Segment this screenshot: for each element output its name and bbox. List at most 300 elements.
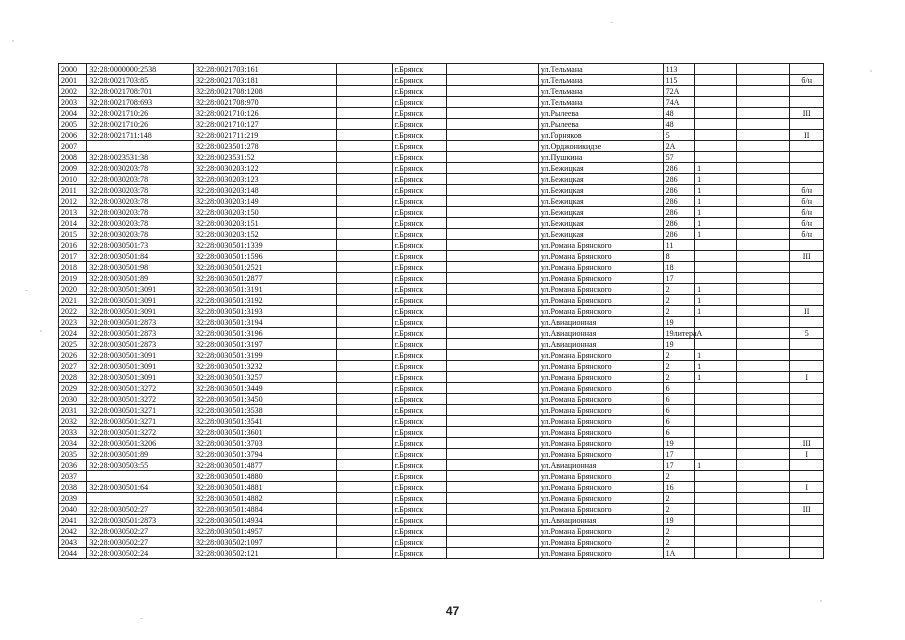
table-row <box>59 185 824 196</box>
house-cell: 2 <box>663 295 694 306</box>
building-cell <box>695 130 737 141</box>
land-cadastral-cell: 32:28:0021703:85 <box>87 75 194 86</box>
blank-cell <box>446 163 538 174</box>
blank-cell <box>336 86 392 97</box>
row-number-cell: 2044 <box>59 548 87 559</box>
apartment-cell <box>790 394 824 405</box>
house-cell: 113 <box>663 64 694 75</box>
city-cell: г.Брянск <box>392 317 446 328</box>
blank-cell <box>446 526 538 537</box>
building-cell <box>695 482 737 493</box>
row-number-cell: 2031 <box>59 405 87 416</box>
apartment-cell <box>790 273 824 284</box>
row-number-cell: 2022 <box>59 306 87 317</box>
city-cell: г.Брянск <box>392 537 446 548</box>
house-cell: 19 <box>663 339 694 350</box>
street-cell: ул.Романа Брянского <box>538 526 663 537</box>
land-cadastral-cell: 32:28:0030501:3272 <box>87 383 194 394</box>
table-row <box>59 152 824 163</box>
land-cadastral-cell: 32:28:0030501:84 <box>87 251 194 262</box>
object-cadastral-cell: 32:28:0030501:4882 <box>193 493 336 504</box>
blank-cell <box>736 207 790 218</box>
apartment-cell <box>790 416 824 427</box>
city-cell: г.Брянск <box>392 460 446 471</box>
row-number-cell: 2004 <box>59 108 87 119</box>
object-cadastral-cell: 32:28:0030501:3538 <box>193 405 336 416</box>
blank-cell <box>336 416 392 427</box>
blank-cell <box>736 482 790 493</box>
city-cell: г.Брянск <box>392 119 446 130</box>
apartment-cell: б/н <box>790 229 824 240</box>
blank-cell <box>446 207 538 218</box>
apartment-cell: III <box>790 438 824 449</box>
apartment-cell <box>790 515 824 526</box>
land-cadastral-cell: 32:28:0030501:3206 <box>87 438 194 449</box>
apartment-cell <box>790 427 824 438</box>
street-cell: ул.Авиационная <box>538 317 663 328</box>
blank-cell <box>446 130 538 141</box>
blank-cell <box>336 493 392 504</box>
blank-cell <box>336 163 392 174</box>
house-cell: 286 <box>663 229 694 240</box>
blank-cell <box>736 306 790 317</box>
land-cadastral-cell: 32:28:0030203:78 <box>87 185 194 196</box>
object-cadastral-cell: 32:28:0030203:149 <box>193 196 336 207</box>
row-number-cell: 2025 <box>59 339 87 350</box>
table-row <box>59 306 824 317</box>
row-number-cell: 2012 <box>59 196 87 207</box>
row-number-cell: 2001 <box>59 75 87 86</box>
blank-cell <box>336 251 392 262</box>
table-row <box>59 361 824 372</box>
street-cell: ул.Горняков <box>538 130 663 141</box>
land-cadastral-cell: 32:28:0030501:89 <box>87 449 194 460</box>
table-row <box>59 86 824 97</box>
blank-cell <box>736 383 790 394</box>
object-cadastral-cell: 32:28:0030501:3193 <box>193 306 336 317</box>
blank-cell <box>446 427 538 438</box>
street-cell: ул.Романа Брянского <box>538 306 663 317</box>
land-cadastral-cell: 32:28:0030501:3091 <box>87 350 194 361</box>
row-number-cell: 2020 <box>59 284 87 295</box>
blank-cell <box>736 152 790 163</box>
city-cell: г.Брянск <box>392 372 446 383</box>
house-cell: 11 <box>663 240 694 251</box>
city-cell: г.Брянск <box>392 64 446 75</box>
building-cell <box>695 493 737 504</box>
city-cell: г.Брянск <box>392 174 446 185</box>
blank-cell <box>336 339 392 350</box>
blank-cell <box>336 482 392 493</box>
street-cell: ул.Романа Брянского <box>538 295 663 306</box>
blank-cell <box>336 240 392 251</box>
blank-cell <box>446 119 538 130</box>
building-cell: 1 <box>695 372 737 383</box>
table-row <box>59 383 824 394</box>
street-cell: ул.Романа Брянского <box>538 449 663 460</box>
land-cadastral-cell: 32:28:0030501:3091 <box>87 306 194 317</box>
street-cell: ул.Романа Брянского <box>538 262 663 273</box>
street-cell: ул.Авиационная <box>538 515 663 526</box>
building-cell <box>695 394 737 405</box>
city-cell: г.Брянск <box>392 548 446 559</box>
object-cadastral-cell: 32:28:0030501:3192 <box>193 295 336 306</box>
city-cell: г.Брянск <box>392 394 446 405</box>
object-cadastral-cell: 32:28:0030501:4934 <box>193 515 336 526</box>
blank-cell <box>446 460 538 471</box>
object-cadastral-cell: 32:28:0021703:181 <box>193 75 336 86</box>
table-row <box>59 482 824 493</box>
blank-cell <box>336 273 392 284</box>
scan-speck <box>25 290 28 291</box>
apartment-cell <box>790 141 824 152</box>
street-cell: ул.Романа Брянского <box>538 361 663 372</box>
object-cadastral-cell: 32:28:0030501:3541 <box>193 416 336 427</box>
blank-cell <box>336 328 392 339</box>
blank-cell <box>736 97 790 108</box>
blank-cell <box>446 471 538 482</box>
street-cell: ул.Бежицкая <box>538 185 663 196</box>
apartment-cell: б/н <box>790 75 824 86</box>
house-cell: 6 <box>663 416 694 427</box>
land-cadastral-cell: 32:28:0030203:78 <box>87 196 194 207</box>
land-cadastral-cell: 32:28:0030502:27 <box>87 537 194 548</box>
house-cell: 72А <box>663 86 694 97</box>
city-cell: г.Брянск <box>392 383 446 394</box>
city-cell: г.Брянск <box>392 493 446 504</box>
apartment-cell <box>790 174 824 185</box>
land-cadastral-cell: 32:28:0030501:64 <box>87 482 194 493</box>
street-cell: ул.Романа Брянского <box>538 383 663 394</box>
row-number-cell: 2005 <box>59 119 87 130</box>
building-cell <box>695 108 737 119</box>
blank-cell <box>736 427 790 438</box>
building-cell: 1 <box>695 229 737 240</box>
apartment-cell <box>790 548 824 559</box>
table-row <box>59 537 824 548</box>
house-cell: 17 <box>663 273 694 284</box>
table-row <box>59 284 824 295</box>
street-cell: ул.Пушкина <box>538 152 663 163</box>
land-cadastral-cell: 32:28:0030502:24 <box>87 548 194 559</box>
street-cell: ул.Романа Брянского <box>538 438 663 449</box>
street-cell: ул.Романа Брянского <box>538 350 663 361</box>
blank-cell <box>736 515 790 526</box>
row-number-cell: 2027 <box>59 361 87 372</box>
house-cell: 286 <box>663 174 694 185</box>
house-cell: 115 <box>663 75 694 86</box>
blank-cell <box>446 196 538 207</box>
blank-cell <box>336 526 392 537</box>
house-cell: 18 <box>663 262 694 273</box>
blank-cell <box>736 108 790 119</box>
building-cell: 1 <box>695 350 737 361</box>
blank-cell <box>336 438 392 449</box>
blank-cell <box>446 339 538 350</box>
apartment-cell <box>790 317 824 328</box>
building-cell: 1 <box>695 207 737 218</box>
blank-cell <box>736 339 790 350</box>
city-cell: г.Брянск <box>392 526 446 537</box>
object-cadastral-cell: 32:28:0030501:1596 <box>193 251 336 262</box>
scan-speck <box>12 40 14 42</box>
street-cell: ул.Бежицкая <box>538 207 663 218</box>
blank-cell <box>736 86 790 97</box>
city-cell: г.Брянск <box>392 482 446 493</box>
row-number-cell: 2035 <box>59 449 87 460</box>
apartment-cell <box>790 383 824 394</box>
apartment-cell <box>790 119 824 130</box>
land-cadastral-cell: 32:28:0030501:3091 <box>87 372 194 383</box>
blank-cell <box>446 240 538 251</box>
table-row <box>59 97 824 108</box>
apartment-cell: I <box>790 482 824 493</box>
street-cell: ул.Романа Брянского <box>538 284 663 295</box>
city-cell: г.Брянск <box>392 339 446 350</box>
apartment-cell <box>790 537 824 548</box>
blank-cell <box>336 471 392 482</box>
row-number-cell: 2019 <box>59 273 87 284</box>
building-cell <box>695 471 737 482</box>
building-cell <box>695 438 737 449</box>
blank-cell <box>736 130 790 141</box>
blank-cell <box>736 328 790 339</box>
object-cadastral-cell: 32:28:0030501:3232 <box>193 361 336 372</box>
city-cell: г.Брянск <box>392 438 446 449</box>
scan-speck <box>140 618 143 619</box>
house-cell: 286 <box>663 163 694 174</box>
table-row <box>59 427 824 438</box>
row-number-cell: 2008 <box>59 152 87 163</box>
table-row <box>59 196 824 207</box>
street-cell: ул.Бежицкая <box>538 163 663 174</box>
building-cell <box>695 141 737 152</box>
city-cell: г.Брянск <box>392 75 446 86</box>
row-number-cell: 2007 <box>59 141 87 152</box>
land-cadastral-cell: 32:28:0030502:27 <box>87 504 194 515</box>
building-cell <box>695 273 737 284</box>
land-cadastral-cell: 32:28:0030501:3091 <box>87 295 194 306</box>
land-cadastral-cell: 32:28:0030501:3091 <box>87 284 194 295</box>
blank-cell <box>446 174 538 185</box>
row-number-cell: 2021 <box>59 295 87 306</box>
blank-cell <box>336 262 392 273</box>
object-cadastral-cell: 32:28:0030501:3194 <box>193 317 336 328</box>
table-row <box>59 526 824 537</box>
blank-cell <box>446 537 538 548</box>
object-cadastral-cell: 32:28:0030501:2877 <box>193 273 336 284</box>
table-row <box>59 119 824 130</box>
blank-cell <box>736 262 790 273</box>
blank-cell <box>736 75 790 86</box>
object-cadastral-cell: 32:28:0030501:4884 <box>193 504 336 515</box>
blank-cell <box>736 218 790 229</box>
blank-cell <box>736 394 790 405</box>
blank-cell <box>736 240 790 251</box>
blank-cell <box>736 119 790 130</box>
street-cell: ул.Бежицкая <box>538 196 663 207</box>
land-cadastral-cell: 32:28:0021711:148 <box>87 130 194 141</box>
table-row <box>59 240 824 251</box>
blank-cell <box>736 196 790 207</box>
house-cell: 74А <box>663 97 694 108</box>
row-number-cell: 2002 <box>59 86 87 97</box>
city-cell: г.Брянск <box>392 471 446 482</box>
land-cadastral-cell: 32:28:0030501:2873 <box>87 317 194 328</box>
object-cadastral-cell: 32:28:0030501:3450 <box>193 394 336 405</box>
blank-cell <box>336 174 392 185</box>
blank-cell <box>446 416 538 427</box>
house-cell: 17 <box>663 460 694 471</box>
blank-cell <box>736 460 790 471</box>
object-cadastral-cell: 32:28:0030501:4880 <box>193 471 336 482</box>
scan-speck <box>40 330 42 332</box>
land-cadastral-cell: 32:28:0021710:26 <box>87 119 194 130</box>
table-row <box>59 460 824 471</box>
blank-cell <box>736 493 790 504</box>
land-cadastral-cell: 32:28:0030501:3271 <box>87 416 194 427</box>
blank-cell <box>736 416 790 427</box>
row-number-cell: 2036 <box>59 460 87 471</box>
street-cell: ул.Романа Брянского <box>538 482 663 493</box>
street-cell: ул.Рылеева <box>538 108 663 119</box>
blank-cell <box>736 141 790 152</box>
street-cell: ул.Авиационная <box>538 460 663 471</box>
object-cadastral-cell: 32:28:0023501:278 <box>193 141 336 152</box>
house-cell: 2 <box>663 372 694 383</box>
table-row <box>59 251 824 262</box>
house-cell: 286 <box>663 185 694 196</box>
object-cadastral-cell: 32:28:0023531:52 <box>193 152 336 163</box>
blank-cell <box>736 251 790 262</box>
object-cadastral-cell: 32:28:0030501:4877 <box>193 460 336 471</box>
blank-cell <box>736 350 790 361</box>
blank-cell <box>736 449 790 460</box>
street-cell: ул.Романа Брянского <box>538 537 663 548</box>
city-cell: г.Брянск <box>392 284 446 295</box>
house-cell: 17 <box>663 449 694 460</box>
object-cadastral-cell: 32:28:0030501:3199 <box>193 350 336 361</box>
building-cell: 1 <box>695 196 737 207</box>
row-number-cell: 2017 <box>59 251 87 262</box>
apartment-cell: I <box>790 372 824 383</box>
building-cell: 1 <box>695 284 737 295</box>
city-cell: г.Брянск <box>392 130 446 141</box>
blank-cell <box>446 394 538 405</box>
blank-cell <box>446 86 538 97</box>
house-cell: 6 <box>663 383 694 394</box>
row-number-cell: 2016 <box>59 240 87 251</box>
blank-cell <box>336 130 392 141</box>
blank-cell <box>446 218 538 229</box>
blank-cell <box>736 471 790 482</box>
land-cadastral-cell <box>87 141 194 152</box>
row-number-cell: 2011 <box>59 185 87 196</box>
object-cadastral-cell: 32:28:0021710:126 <box>193 108 336 119</box>
blank-cell <box>736 405 790 416</box>
table-row <box>59 229 824 240</box>
building-cell <box>695 152 737 163</box>
blank-cell <box>446 317 538 328</box>
blank-cell <box>446 350 538 361</box>
blank-cell <box>736 185 790 196</box>
building-cell: 1 <box>695 361 737 372</box>
building-cell <box>695 97 737 108</box>
blank-cell <box>736 295 790 306</box>
blank-cell <box>336 372 392 383</box>
row-number-cell: 2028 <box>59 372 87 383</box>
street-cell: ул.Романа Брянского <box>538 416 663 427</box>
blank-cell <box>336 97 392 108</box>
row-number-cell: 2033 <box>59 427 87 438</box>
house-cell: 1А <box>663 548 694 559</box>
row-number-cell: 2034 <box>59 438 87 449</box>
apartment-cell <box>790 86 824 97</box>
street-cell: ул.Романа Брянского <box>538 251 663 262</box>
building-cell: 1 <box>695 174 737 185</box>
land-cadastral-cell: 32:28:0030203:78 <box>87 174 194 185</box>
apartment-cell: III <box>790 504 824 515</box>
row-number-cell: 2037 <box>59 471 87 482</box>
city-cell: г.Брянск <box>392 163 446 174</box>
land-cadastral-cell: 32:28:0030501:3272 <box>87 394 194 405</box>
building-cell: 1 <box>695 218 737 229</box>
object-cadastral-cell: 32:28:0030501:3196 <box>193 328 336 339</box>
street-cell: ул.Романа Брянского <box>538 240 663 251</box>
apartment-cell <box>790 295 824 306</box>
object-cadastral-cell: 32:28:0030501:3257 <box>193 372 336 383</box>
object-cadastral-cell: 32:28:0030501:3197 <box>193 339 336 350</box>
land-cadastral-cell: 32:28:0030501:98 <box>87 262 194 273</box>
row-number-cell: 2042 <box>59 526 87 537</box>
row-number-cell: 2009 <box>59 163 87 174</box>
blank-cell <box>446 108 538 119</box>
table-row <box>59 130 824 141</box>
land-cadastral-cell: 32:28:0030203:78 <box>87 218 194 229</box>
land-cadastral-cell: 32:28:0030501:73 <box>87 240 194 251</box>
city-cell: г.Брянск <box>392 295 446 306</box>
blank-cell <box>336 427 392 438</box>
object-cadastral-cell: 32:28:0030501:3449 <box>193 383 336 394</box>
blank-cell <box>446 372 538 383</box>
city-cell: г.Брянск <box>392 361 446 372</box>
apartment-cell <box>790 163 824 174</box>
blank-cell <box>446 438 538 449</box>
apartment-cell: б/н <box>790 218 824 229</box>
city-cell: г.Брянск <box>392 427 446 438</box>
street-cell: ул.Бежицкая <box>538 229 663 240</box>
building-cell <box>695 548 737 559</box>
apartment-cell <box>790 405 824 416</box>
apartment-cell: б/н <box>790 185 824 196</box>
object-cadastral-cell: 32:28:0030203:122 <box>193 163 336 174</box>
building-cell <box>695 75 737 86</box>
blank-cell <box>336 207 392 218</box>
building-cell <box>695 64 737 75</box>
blank-cell <box>336 284 392 295</box>
table-row <box>59 350 824 361</box>
street-cell: ул.Авиационная <box>538 328 663 339</box>
city-cell: г.Брянск <box>392 196 446 207</box>
row-number-cell: 2032 <box>59 416 87 427</box>
row-number-cell: 2003 <box>59 97 87 108</box>
table-row <box>59 174 824 185</box>
house-cell: 19 <box>663 438 694 449</box>
blank-cell <box>336 548 392 559</box>
blank-cell <box>336 75 392 86</box>
row-number-cell: 2030 <box>59 394 87 405</box>
land-cadastral-cell: 32:28:0023531:38 <box>87 152 194 163</box>
